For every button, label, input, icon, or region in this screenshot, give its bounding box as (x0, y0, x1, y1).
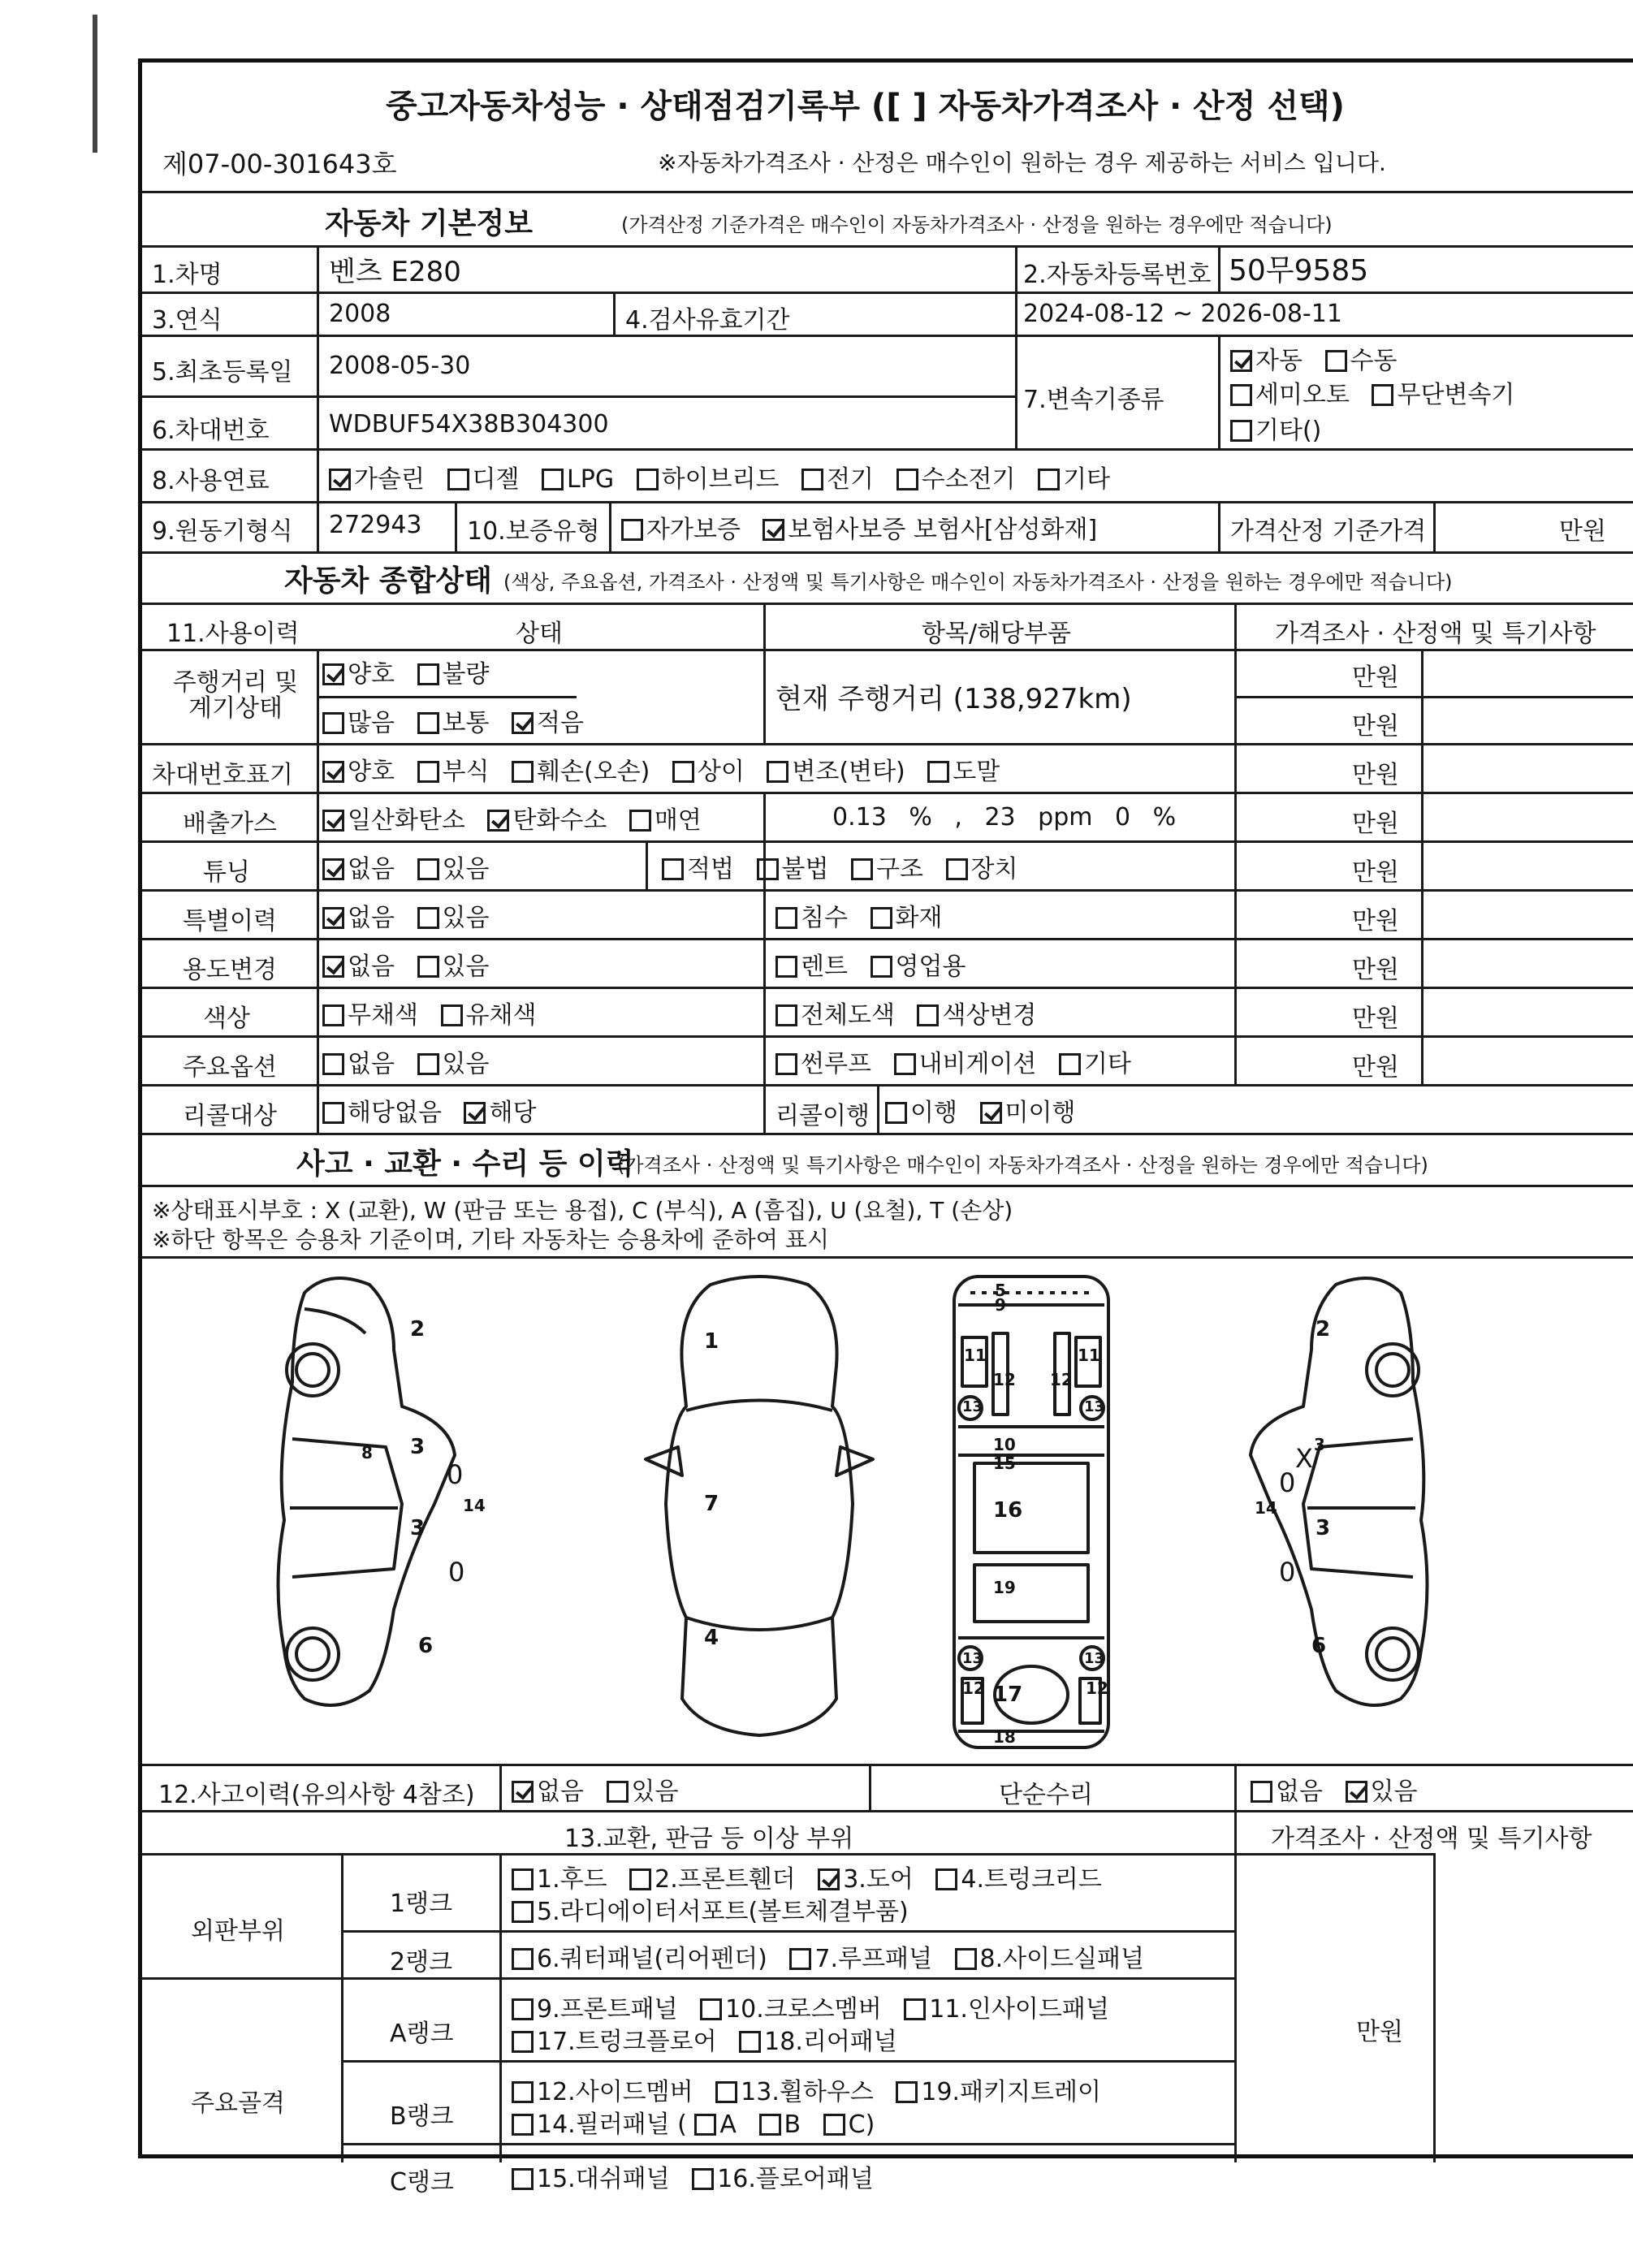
checkbox[interactable] (935, 1868, 957, 1890)
won-label: 만원 (1352, 761, 1399, 789)
left-mirror (646, 1447, 682, 1475)
checkbox[interactable] (512, 2114, 534, 2136)
checkbox[interactable] (896, 469, 918, 490)
transmission-options-row2: 세미오토 무단변속기 (1230, 374, 1529, 410)
main-option-label: 주요옵션 (183, 1053, 277, 1082)
part-label: 3 (1315, 1516, 1331, 1540)
part-label: 14 (1255, 1498, 1277, 1518)
right-rear-wheel (1367, 1628, 1419, 1680)
divider (142, 792, 1633, 794)
part-label: 13 (1084, 1398, 1105, 1415)
divider (1234, 603, 1237, 1084)
reg-no-value: 50무9585 (1229, 254, 1369, 287)
year-label: 3.연식 (152, 306, 222, 335)
checkbox[interactable] (767, 761, 788, 783)
divider (142, 1185, 1633, 1187)
checkbox[interactable] (801, 469, 823, 490)
engine-value: 272943 (329, 511, 422, 539)
divider (142, 335, 1633, 337)
checkbox[interactable] (894, 1053, 916, 1075)
checkbox[interactable] (818, 1868, 840, 1890)
part-label: 13 (962, 1398, 983, 1415)
divider (142, 1035, 1633, 1038)
binder-mark (93, 15, 97, 153)
checkbox[interactable] (775, 956, 797, 978)
checkbox[interactable] (871, 907, 892, 929)
status-header-price: 가격조사 · 산정액 및 특기사항 (1275, 620, 1596, 648)
checkbox[interactable] (512, 2168, 534, 2190)
emission-options: 일산화탄소 탄화수소 매연 (322, 800, 716, 836)
checkbox[interactable] (775, 1053, 797, 1075)
checkbox[interactable] (1372, 384, 1393, 406)
warranty-options: 자가보증 보험사보증 보험사[삼성화재] (621, 509, 1112, 545)
color-label: 색상 (203, 1004, 250, 1033)
reg-no-label: 2.자동차등록번호 (1023, 261, 1212, 289)
divider (1421, 649, 1423, 1084)
checkbox[interactable] (637, 469, 659, 490)
inspection-form (138, 58, 1633, 2197)
part-label: 11 (1078, 1346, 1100, 1365)
checkbox[interactable] (447, 469, 469, 490)
rankA-label: A랭크 (390, 2020, 454, 2048)
part-label: 17 (993, 1683, 1023, 1707)
divider (1234, 696, 1633, 698)
checkbox[interactable] (1251, 1781, 1272, 1803)
checkbox[interactable] (715, 2081, 737, 2103)
rankC-parts-row: 15.대쉬패널 16.플로어패널 (512, 2158, 888, 2194)
price-basis-unit: 만원 (1559, 517, 1606, 546)
divider (142, 840, 1633, 843)
divider (142, 1084, 1633, 1086)
status-header-history: 11.사용이력 (166, 620, 300, 648)
part-label: 18 (993, 1727, 1016, 1747)
checkbox[interactable] (629, 1868, 651, 1890)
part-label: 12 (1050, 1370, 1073, 1389)
part-label: 10 (993, 1435, 1016, 1454)
car-name-value: 벤츠 E280 (329, 256, 461, 288)
divider (142, 551, 1633, 554)
checkbox[interactable] (1230, 384, 1252, 406)
accident-history-label: 12.사고이력(유의사항 4참조) (158, 1781, 475, 1809)
fuel-options: 가솔린 디젤 LPG 하이브리드 전기 수소전기 기타 (329, 459, 1125, 495)
parts-price-won: 만원 (1356, 2018, 1403, 2046)
divider (1433, 501, 1436, 551)
checkbox[interactable] (904, 1998, 926, 2020)
mileage-amount-options: 많음 보통 적음 (322, 702, 598, 738)
rank2-label: 2랭크 (390, 1948, 453, 1976)
part-label: 8 (361, 1443, 373, 1462)
divider (317, 696, 577, 698)
checkbox[interactable] (896, 2081, 918, 2103)
checkbox[interactable] (1230, 350, 1252, 372)
car-parts-diagram (142, 1260, 1633, 1764)
divider (1218, 501, 1220, 551)
checkbox[interactable] (692, 2168, 714, 2190)
accident-section-title: 사고 · 교환 · 수리 등 이력 (296, 1147, 634, 1181)
status-section-note: (색상, 주요옵션, 가격조사 · 산정액 및 특기사항은 매수인이 자동차가격조사 · 산정을 원하는 경우에만 적습니다) (503, 571, 1453, 594)
divider (877, 1084, 879, 1133)
part-label: 6 (418, 1634, 434, 1658)
mileage-label: 주행거리 및 계기상태 (172, 668, 299, 723)
right-front-wheel (1367, 1344, 1419, 1396)
checkbox[interactable] (1230, 420, 1252, 442)
exterior-label: 외판부위 (191, 1917, 285, 1946)
usage-change-options: 없음 있음 (322, 946, 503, 982)
transmission-label: 7.변속기종류 (1023, 386, 1164, 414)
status-header-item: 항목/해당부품 (922, 620, 1071, 648)
part-label: 13 (1084, 1650, 1105, 1667)
parts-price-title: 가격조사 · 산정액 및 특기사항 (1271, 1825, 1592, 1853)
year-value: 2008 (329, 300, 391, 328)
checkbox[interactable] (322, 663, 344, 685)
checkbox[interactable] (417, 858, 439, 880)
divider (317, 292, 319, 551)
divider (1218, 335, 1220, 448)
engine-label: 9.원동기형식 (152, 517, 293, 546)
divider (142, 938, 1633, 940)
simple-repair-label: 단순수리 (999, 1781, 1093, 1809)
vin-value: WDBUF54X38B304300 (329, 410, 609, 438)
vin-mark-label: 차대번호표기 (152, 761, 293, 789)
usage-type-options: 렌트 영업용 (775, 946, 980, 982)
checkbox[interactable] (512, 1998, 534, 2020)
accident-section-note: (가격조사 · 산정액 및 특기사항은 매수인이 자동차가격조사 · 산정을 원하는 경우에만 적습니다) (617, 1154, 1428, 1177)
checkbox[interactable] (759, 2114, 781, 2136)
special-history-type-options: 침수 화재 (775, 897, 957, 933)
checkbox[interactable] (672, 761, 694, 783)
won-label: 만원 (1352, 1053, 1399, 1082)
part-label: 15 (993, 1454, 1016, 1473)
part-label: 11 (964, 1346, 987, 1365)
checkbox[interactable] (512, 1948, 534, 1970)
first-reg-label: 5.최초등록일 (152, 358, 293, 387)
vin-mark-options: 양호 부식 훼손(오손) 상이 변조(변타) 도말 (322, 751, 1014, 787)
divider (1433, 1853, 1436, 2162)
form-title: 중고자동차성능 · 상태점검기록부 ([ ] 자동차가격조사 · 산정 선택) (386, 88, 1345, 125)
checkbox[interactable] (512, 2081, 534, 2103)
divider (341, 2060, 1234, 2063)
checkbox[interactable] (662, 858, 684, 880)
divider (1234, 1810, 1237, 2162)
divider (763, 603, 766, 743)
part-label: 3 (1314, 1435, 1325, 1454)
transmission-options-row3: 기타() (1230, 410, 1336, 446)
divider (142, 1853, 1238, 1855)
option-type-options: 썬루프 내비게이션 기타 (775, 1043, 1146, 1079)
checkbox[interactable] (621, 519, 643, 541)
part-label: 5 (995, 1281, 1006, 1300)
simple-repair-options: 없음 있음 (1251, 1771, 1432, 1807)
left-rear-wheel (287, 1628, 339, 1680)
part-label: 12 (962, 1678, 985, 1698)
recall-done-options: 이행 미이행 (885, 1092, 1090, 1128)
divider (142, 743, 1633, 745)
diagram-note: ※하단 항목은 승용차 기준이며, 기타 자동차는 승용차에 준하여 표시 (152, 1226, 829, 1253)
part-label: 7 (704, 1492, 719, 1516)
part-label: 6 (1311, 1634, 1327, 1658)
divider (1234, 1764, 1237, 1810)
checkbox[interactable] (464, 1102, 486, 1124)
divider (341, 2143, 1234, 2145)
basic-section-title: 자동차 기본정보 (325, 207, 533, 240)
repair-mark-x: X (1295, 1443, 1313, 1474)
mileage-condition-options: 양호 불량 (322, 654, 503, 689)
checkbox[interactable] (512, 2031, 534, 2053)
divider (499, 1853, 502, 2162)
checkbox[interactable] (322, 907, 344, 929)
checkbox[interactable] (851, 858, 873, 880)
checkbox[interactable] (739, 2031, 761, 2053)
divider (317, 649, 319, 1133)
part-label: 16 (993, 1498, 1023, 1523)
checkbox[interactable] (417, 907, 439, 929)
special-history-label: 특별이력 (183, 907, 277, 935)
paint-options: 전체도색 색상변경 (775, 995, 1051, 1030)
checkbox[interactable] (700, 1998, 722, 2020)
divider (142, 1133, 1633, 1135)
checkbox[interactable] (322, 712, 344, 734)
checkbox[interactable] (512, 1781, 534, 1803)
recall-done-label: 리콜이행 (775, 1102, 870, 1130)
checkbox[interactable] (512, 1868, 534, 1890)
part-label: 14 (463, 1496, 486, 1515)
won-label: 만원 (1352, 1004, 1399, 1033)
checkbox[interactable] (955, 1948, 977, 1970)
divider (869, 1764, 871, 1810)
recall-options: 해당없음 해당 (322, 1092, 551, 1128)
checkbox[interactable] (871, 956, 892, 978)
won-label: 만원 (1352, 663, 1399, 692)
tuning-type-options: 적법 불법 구조 장치 (662, 849, 1033, 884)
checkbox[interactable] (322, 956, 344, 978)
won-label: 만원 (1352, 907, 1399, 935)
first-reg-value: 2008-05-30 (329, 352, 471, 380)
divider (499, 1764, 502, 1810)
divider (142, 649, 1633, 651)
rankB-label: B랭크 (390, 2102, 454, 2131)
left-front-wheel (287, 1344, 339, 1396)
part-label: 12 (993, 1370, 1016, 1389)
checkbox[interactable] (1346, 1781, 1367, 1803)
part-label: 12 (1086, 1678, 1108, 1698)
service-notice: ※자동차가격조사 · 산정은 매수인이 원하는 경우 제공하는 서비스 입니다. (658, 149, 1386, 176)
status-header-state: 상태 (516, 620, 563, 648)
divider (142, 1977, 1234, 1980)
checkbox[interactable] (1038, 469, 1060, 490)
document-number: 제07-00-301643호 (162, 149, 397, 179)
part-label: 13 (962, 1650, 983, 1667)
checkbox[interactable] (762, 519, 784, 541)
right-mirror (836, 1447, 873, 1475)
divider (142, 889, 1633, 892)
warranty-label: 10.보증유형 (467, 517, 600, 546)
rankB-parts-row1: 12.사이드멤버 13.휠하우스 19.패키지트레이 (512, 2071, 1116, 2107)
part-label: 3 (410, 1435, 426, 1459)
divider (763, 792, 766, 1084)
checkbox[interactable] (417, 712, 439, 734)
checkbox[interactable] (322, 1102, 344, 1124)
part-label: 19 (993, 1578, 1016, 1597)
divider (142, 448, 1633, 451)
car-name-label: 1.차명 (152, 261, 222, 289)
rankC-label: C랭크 (390, 2168, 454, 2197)
price-basis-label: 가격산정 기준가격 (1230, 517, 1427, 546)
checkbox[interactable] (417, 956, 439, 978)
checkbox[interactable] (629, 810, 651, 832)
divider (1015, 245, 1017, 448)
divider (763, 1084, 766, 1133)
checkbox[interactable] (927, 761, 949, 783)
divider (317, 245, 319, 292)
part-label: 1 (704, 1329, 719, 1354)
checkbox[interactable] (322, 1004, 344, 1026)
checkbox[interactable] (607, 1781, 629, 1803)
rankA-parts-row1: 9.프론트패널 10.크로스멤버 11.인사이드패널 (512, 1989, 1124, 2024)
status-legend: ※상태표시부호 : X (교환), W (판금 또는 용접), C (부식), A (흠집), U (요철), T (손상) (152, 1197, 1013, 1224)
divider (142, 395, 1015, 398)
part-label: 9 (995, 1295, 1006, 1315)
tuning-label: 튜닝 (203, 858, 250, 887)
checkbox[interactable] (322, 761, 344, 783)
repair-mark-o: 0 (448, 1557, 465, 1588)
part-label: 2 (1315, 1317, 1331, 1341)
divider (142, 1256, 1633, 1259)
parts-title: 13.교환, 판금 등 이상 부위 (564, 1825, 854, 1853)
checkbox[interactable] (946, 858, 968, 880)
rank1-parts-row1: 1.후드 2.프론트휀더 3.도어 4.트렁크리드 (512, 1859, 1117, 1894)
rank1-label: 1랭크 (390, 1890, 453, 1918)
checkbox[interactable] (885, 1102, 907, 1124)
part-label: 2 (410, 1317, 426, 1341)
divider (1234, 1853, 1433, 1855)
checkbox[interactable] (322, 810, 344, 832)
checkbox[interactable] (417, 1053, 439, 1075)
checkbox[interactable] (775, 1004, 797, 1026)
checkbox[interactable] (441, 1004, 463, 1026)
tuning-options: 없음 있음 (322, 849, 503, 884)
checkbox[interactable] (487, 810, 509, 832)
checkbox[interactable] (1059, 1053, 1081, 1075)
mileage-value: 현재 주행거리 (138,927km) (775, 683, 1132, 715)
part-label: 3 (410, 1516, 426, 1540)
checkbox[interactable] (512, 761, 534, 783)
checkbox[interactable] (775, 907, 797, 929)
divider (455, 501, 457, 551)
checkbox[interactable] (542, 469, 564, 490)
checkbox[interactable] (757, 858, 779, 880)
won-label: 만원 (1352, 956, 1399, 984)
divider (341, 1853, 343, 2162)
status-section-title: 자동차 종합상태 (284, 564, 492, 598)
divider (142, 245, 1633, 248)
won-label: 만원 (1352, 810, 1399, 838)
repair-mark-o: 0 (447, 1459, 464, 1490)
checkbox[interactable] (329, 469, 351, 490)
divider (341, 1930, 1234, 1933)
checkbox[interactable] (694, 2114, 716, 2136)
divider (142, 987, 1633, 989)
top-view-outline (666, 1277, 853, 1735)
rank2-parts-row: 6.쿼터패널(리어펜더) 7.루프패널 8.사이드실패널 (512, 1938, 1159, 1974)
transmission-options-row1: 자동 수동 (1230, 340, 1411, 376)
divider (142, 501, 1633, 503)
checkbox[interactable] (980, 1102, 1002, 1124)
checkbox[interactable] (512, 712, 534, 734)
checkbox[interactable] (789, 1948, 811, 1970)
divider (1218, 245, 1220, 292)
divider (646, 840, 648, 889)
rank1-parts-row2: 5.라디에이터서포트(볼트체결부품) (512, 1891, 923, 1927)
divider (142, 1810, 1633, 1812)
accident-history-options: 없음 있음 (512, 1771, 693, 1807)
rankB-parts-row2: 14.필러패널 ( A B C) (512, 2104, 889, 2140)
vin-label: 6.차대번호 (152, 417, 270, 445)
color-options: 무채색 유채색 (322, 995, 551, 1030)
divider (142, 292, 1633, 294)
repair-mark-o: 0 (1279, 1467, 1296, 1498)
checkbox[interactable] (512, 1901, 534, 1923)
divider (142, 1764, 1633, 1766)
won-label: 만원 (1352, 858, 1399, 887)
fuel-label: 8.사용연료 (152, 467, 270, 495)
divider (609, 501, 611, 551)
main-option-options: 없음 있음 (322, 1043, 503, 1079)
divider (142, 191, 1633, 193)
rankA-parts-row2: 17.트렁크플로어 18.리어패널 (512, 2021, 912, 2057)
emission-values: 0.13 % , 23 ppm 0 % (832, 803, 1177, 832)
recall-label: 리콜대상 (183, 1102, 277, 1130)
basic-section-note: (가격산정 기준가격은 매수인이 자동차가격조사 · 산정을 원하는 경우에만 적습니다) (621, 214, 1333, 236)
usage-change-label: 용도변경 (183, 956, 277, 984)
repair-mark-o: 0 (1279, 1557, 1296, 1588)
frame-label: 주요골격 (191, 2089, 285, 2118)
divider (142, 603, 1633, 605)
part-label: 4 (704, 1626, 719, 1650)
checkbox[interactable] (322, 858, 344, 880)
checkbox[interactable] (917, 1004, 939, 1026)
checkbox[interactable] (417, 761, 439, 783)
inspect-value: 2024-08-12 ~ 2026-08-11 (1023, 300, 1342, 328)
checkbox[interactable] (417, 663, 439, 685)
inspect-label: 4.검사유효기간 (625, 306, 790, 335)
emission-label: 배출가스 (183, 810, 277, 838)
divider (613, 292, 616, 335)
checkbox[interactable] (823, 2114, 845, 2136)
special-history-options: 없음 있음 (322, 897, 503, 933)
won-label: 만원 (1352, 712, 1399, 741)
checkbox[interactable] (1325, 350, 1347, 372)
checkbox[interactable] (322, 1053, 344, 1075)
